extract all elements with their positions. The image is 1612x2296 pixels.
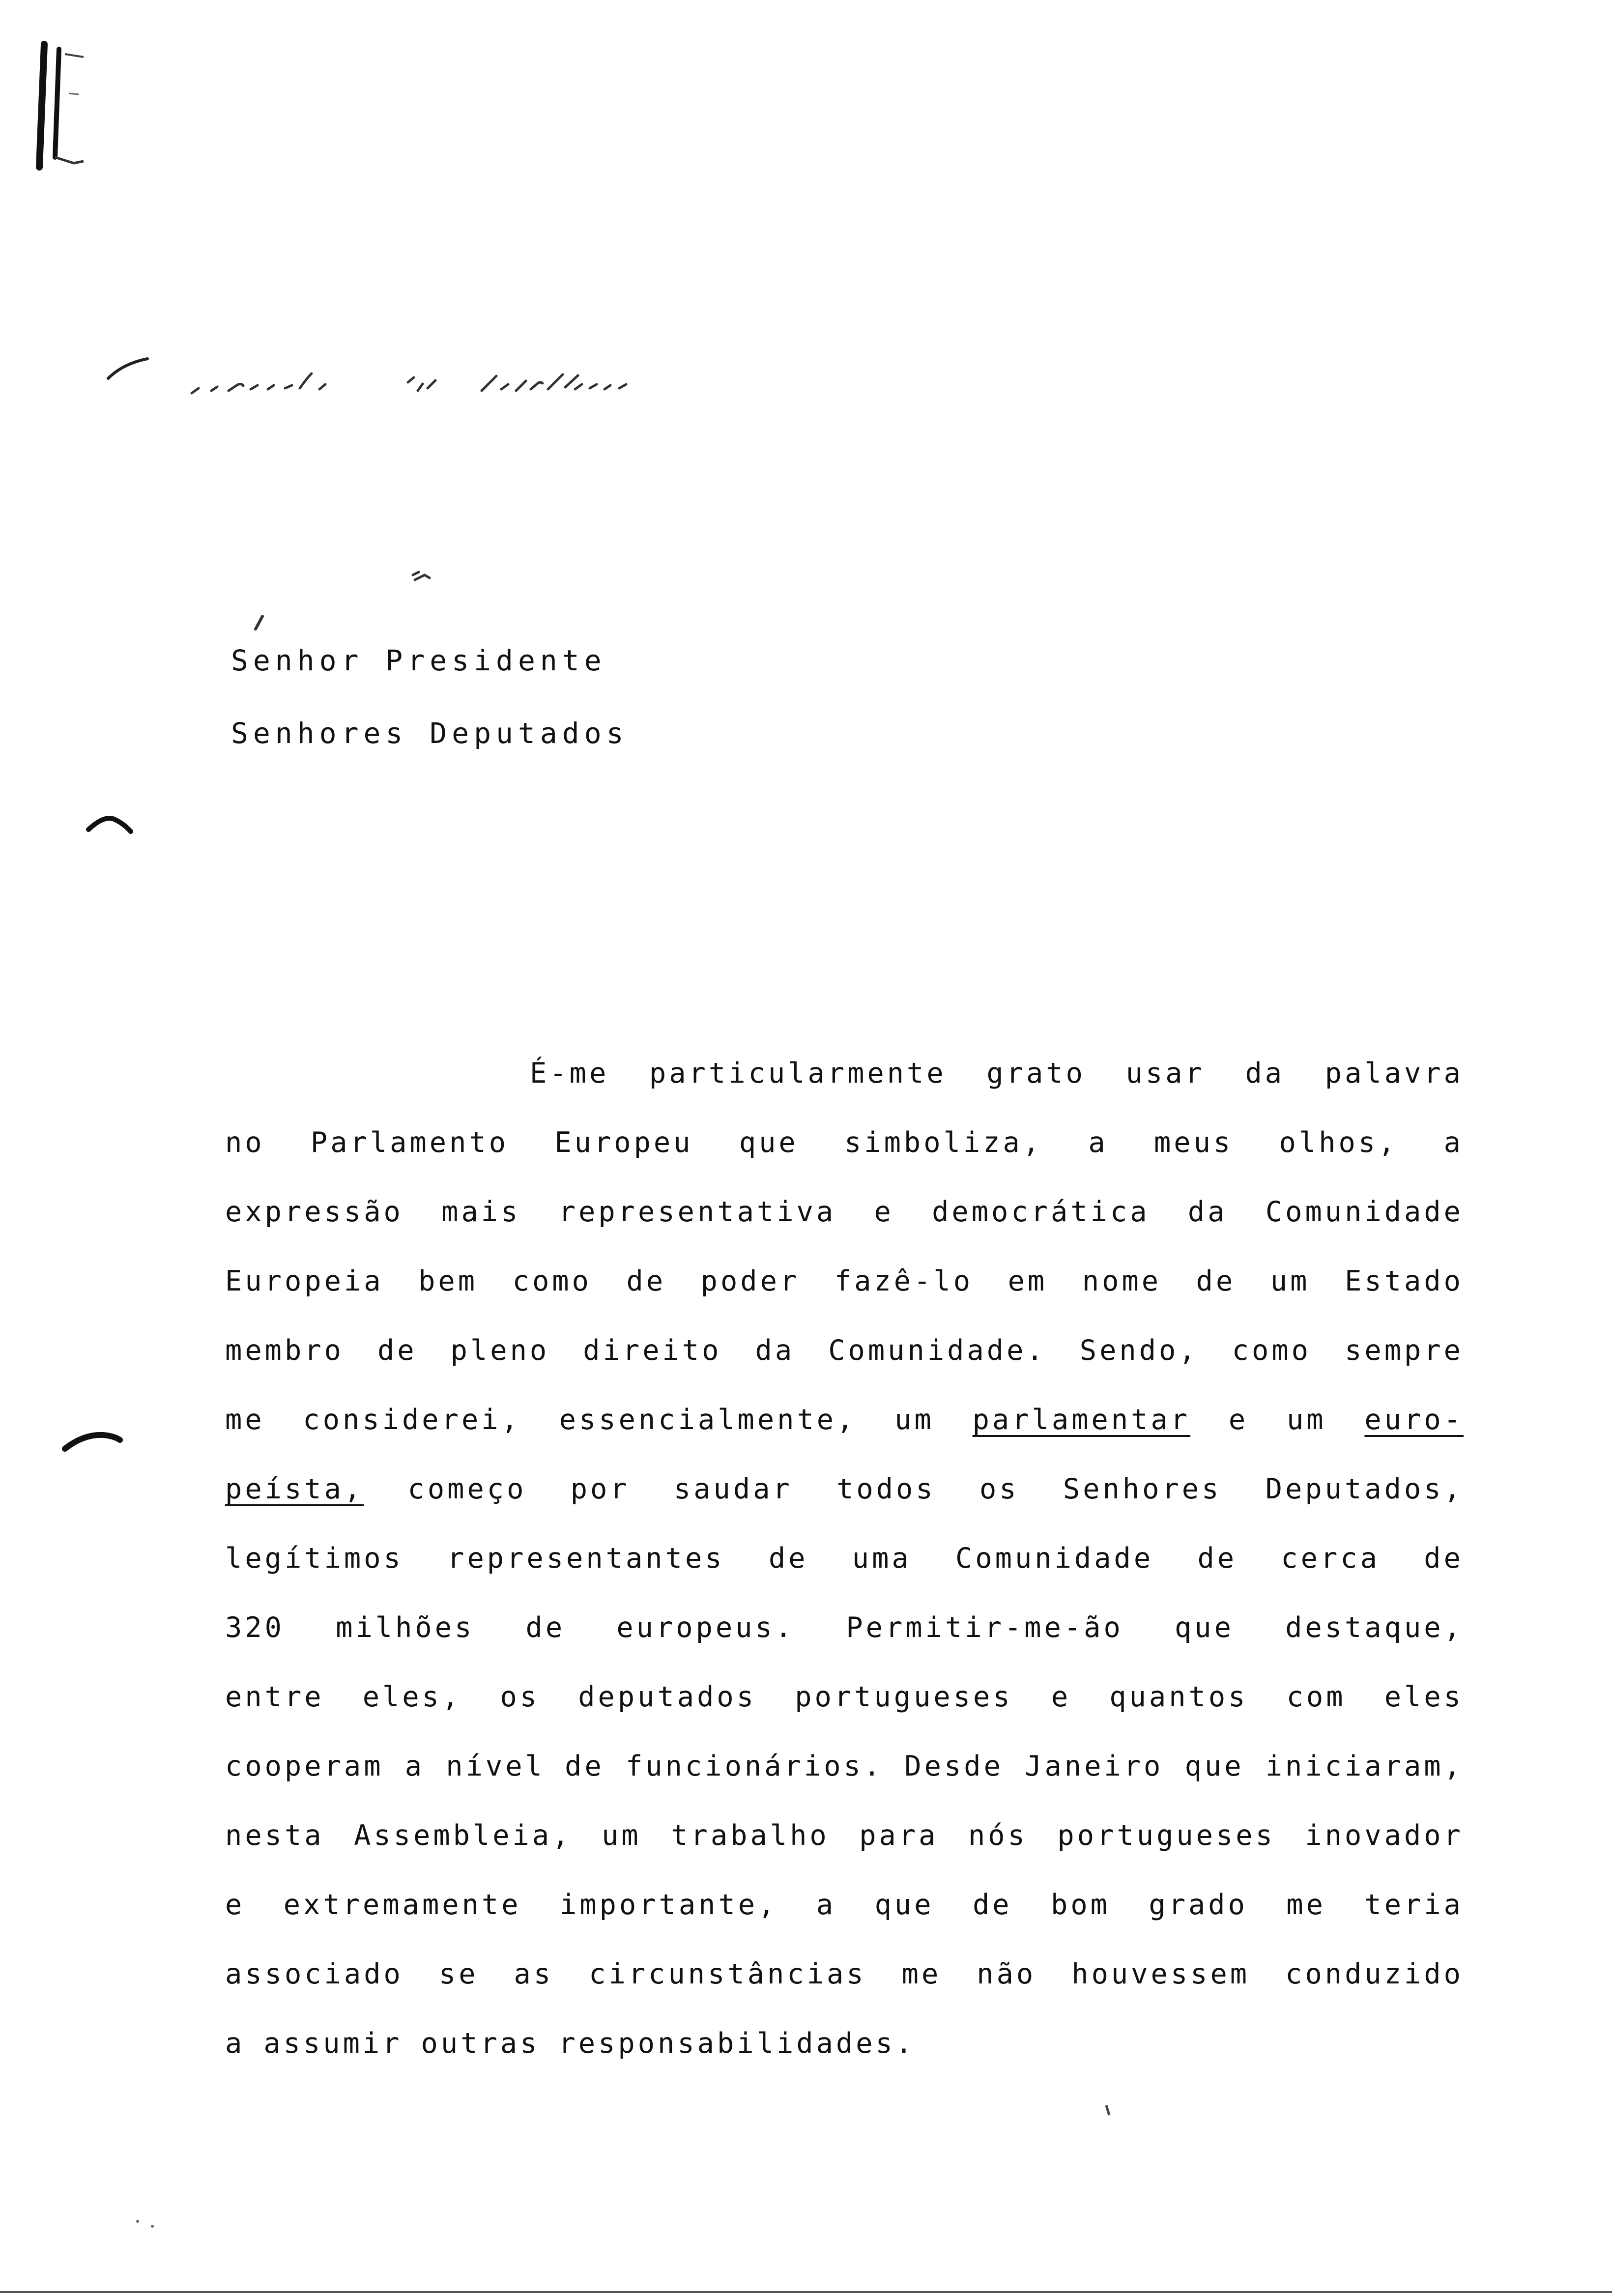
- body-word: por: [570, 1473, 630, 1505]
- body-word: parlamentar: [972, 1404, 1191, 1436]
- handwritten-annotation: [103, 344, 693, 408]
- body-word: a: [816, 1889, 836, 1921]
- body-word: Desde: [904, 1750, 1004, 1782]
- body-word: no: [225, 1126, 265, 1159]
- body-word: mais: [441, 1196, 521, 1228]
- body-word: poder: [700, 1265, 800, 1297]
- body-word: Senhores: [1063, 1473, 1222, 1505]
- page-bottom-edge: [0, 2291, 1612, 2293]
- body-word: iniciaram,: [1265, 1750, 1464, 1782]
- body-word: pleno: [450, 1334, 550, 1367]
- body-line: [225, 2009, 1464, 2078]
- body-line: [225, 1385, 1464, 1455]
- body-word: importante,: [559, 1889, 778, 1921]
- body-word: de: [525, 1611, 566, 1644]
- body-word: que: [1174, 1611, 1234, 1644]
- body-word: extremamente: [283, 1889, 521, 1921]
- body-line: [225, 1801, 1464, 1870]
- small-mark: [251, 609, 270, 634]
- body-word: eles: [1384, 1681, 1464, 1713]
- body-word: inovador: [1305, 1819, 1464, 1852]
- body-word: me: [1286, 1889, 1326, 1921]
- body-word: Janeiro: [1025, 1750, 1164, 1782]
- body-word: a: [1443, 1126, 1464, 1159]
- body-word: considerei,: [303, 1404, 521, 1436]
- margin-mark: [59, 1420, 128, 1460]
- body-paragraph: [225, 1039, 1464, 2078]
- body-word: nesta: [225, 1819, 324, 1852]
- body-word: os: [500, 1681, 540, 1713]
- body-word: É-me: [530, 1057, 609, 1090]
- body-word: grato: [986, 1057, 1086, 1090]
- body-word: e: [225, 1889, 245, 1921]
- body-word: de: [1196, 1265, 1236, 1297]
- body-word: Estado: [1345, 1265, 1464, 1297]
- body-word: me: [901, 1958, 942, 1990]
- body-word: de: [768, 1542, 808, 1575]
- body-word: se: [438, 1958, 479, 1990]
- body-word: de: [1197, 1542, 1238, 1575]
- body-word: bom: [1051, 1889, 1110, 1921]
- body-word: para: [859, 1819, 939, 1852]
- body-line: [225, 1108, 1464, 1177]
- body-word: responsabilidades.: [558, 2027, 916, 2060]
- body-word: Comunidade: [955, 1542, 1154, 1575]
- body-word: não: [977, 1958, 1036, 1990]
- body-word: Europeia: [225, 1265, 384, 1297]
- body-line: [225, 1455, 1464, 1524]
- body-word: outras: [421, 2027, 540, 2060]
- body-word: fazê-lo: [834, 1265, 974, 1297]
- body-word: um: [602, 1819, 641, 1852]
- body-word: 320: [225, 1611, 285, 1644]
- body-word: grado: [1149, 1889, 1248, 1921]
- body-word: todos: [836, 1473, 936, 1505]
- body-word: Parlamento: [310, 1126, 509, 1159]
- body-word: peísta,: [225, 1473, 364, 1505]
- body-word: representativa: [558, 1196, 836, 1228]
- body-word: de: [626, 1265, 666, 1297]
- body-word: como: [1232, 1334, 1312, 1367]
- body-line: [225, 1039, 1464, 1108]
- body-word: portugueses: [795, 1681, 1013, 1713]
- body-word: e: [1051, 1681, 1071, 1713]
- body-word: cerca: [1281, 1542, 1380, 1575]
- body-word: a: [404, 1750, 425, 1782]
- body-word: saudar: [673, 1473, 793, 1505]
- body-word: as: [514, 1958, 554, 1990]
- body-word: de: [1424, 1542, 1464, 1575]
- body-word: entre: [225, 1681, 324, 1713]
- margin-mark: [84, 806, 138, 840]
- body-word: Comunidade.: [828, 1334, 1046, 1367]
- body-word: que: [874, 1889, 934, 1921]
- stray-mark: [133, 2216, 162, 2236]
- body-word: em: [1008, 1265, 1048, 1297]
- body-word: uma: [852, 1542, 912, 1575]
- body-word: circunstâncias: [589, 1958, 866, 1990]
- body-word: nível de: [446, 1750, 604, 1782]
- body-word: deputados: [578, 1681, 757, 1713]
- body-word: como: [512, 1265, 592, 1297]
- body-word: da: [755, 1334, 795, 1367]
- body-word: meus: [1153, 1126, 1234, 1159]
- body-word: nome: [1082, 1265, 1162, 1297]
- body-word: funcionários.: [626, 1750, 884, 1782]
- body-word: legítimos: [225, 1542, 403, 1575]
- body-word: bem: [418, 1265, 478, 1297]
- body-word: Permitir-me-ão: [846, 1611, 1123, 1644]
- body-word: um: [1286, 1404, 1326, 1436]
- body-line: [225, 1663, 1464, 1732]
- body-word: de: [972, 1889, 1012, 1921]
- body-word: teria: [1364, 1889, 1464, 1921]
- body-word: portugueses: [1057, 1819, 1275, 1852]
- body-word: sempre: [1345, 1334, 1464, 1367]
- body-word: milhões: [336, 1611, 475, 1644]
- salutation-line-2: Senhores Deputados: [231, 717, 629, 750]
- body-word: simboliza,: [844, 1126, 1043, 1159]
- body-line: [225, 1940, 1464, 2009]
- stray-mark: [1103, 2103, 1113, 2118]
- body-word: nós: [968, 1819, 1028, 1852]
- body-word: a: [1088, 1126, 1108, 1159]
- body-word: associado: [225, 1958, 403, 1990]
- body-word: com: [1286, 1681, 1346, 1713]
- binder-mark: [25, 34, 98, 177]
- body-word: e: [1228, 1404, 1249, 1436]
- body-word: começo: [407, 1473, 527, 1505]
- body-word: Deputados,: [1265, 1473, 1464, 1505]
- body-word: e: [874, 1196, 894, 1228]
- body-word: os: [979, 1473, 1019, 1505]
- body-word: direito: [583, 1334, 722, 1367]
- body-line: [225, 1247, 1464, 1316]
- body-word: Assembleia,: [354, 1819, 572, 1852]
- body-word: palavra: [1324, 1057, 1464, 1090]
- body-word: olhos,: [1279, 1126, 1398, 1159]
- body-word: um: [1270, 1265, 1310, 1297]
- body-word: representantes: [447, 1542, 725, 1575]
- body-word: Sendo,: [1079, 1334, 1199, 1367]
- body-word: da: [1245, 1057, 1285, 1090]
- body-word: um: [894, 1404, 934, 1436]
- small-mark: [408, 565, 437, 590]
- body-word: quantos: [1109, 1681, 1248, 1713]
- body-word: democrática: [932, 1196, 1150, 1228]
- body-word: essencialmente,: [559, 1404, 857, 1436]
- body-word: eles,: [362, 1681, 462, 1713]
- body-word: houvessem: [1071, 1958, 1250, 1990]
- body-word: a: [225, 2027, 245, 2060]
- body-word: particularmente: [649, 1057, 947, 1090]
- body-word: destaque,: [1285, 1611, 1464, 1644]
- body-word: euro-: [1364, 1404, 1464, 1436]
- body-word: expressão: [225, 1196, 403, 1228]
- body-line: [225, 1732, 1464, 1801]
- body-line: [225, 1870, 1464, 1940]
- body-word: europeus.: [616, 1611, 795, 1644]
- body-word: que: [739, 1126, 799, 1159]
- body-line: [225, 1593, 1464, 1663]
- body-word: Europeu: [554, 1126, 693, 1159]
- body-word: conduzido: [1285, 1958, 1464, 1990]
- body-line: [225, 1316, 1464, 1385]
- body-word: assumir: [263, 2027, 403, 2060]
- body-word: usar: [1125, 1057, 1205, 1090]
- salutation-line-1: Senhor Presidente: [231, 644, 606, 677]
- body-word: de: [377, 1334, 417, 1367]
- body-word: da: [1187, 1196, 1228, 1228]
- body-word: Comunidade: [1265, 1196, 1464, 1228]
- body-line: [225, 1177, 1464, 1247]
- body-word: me: [225, 1404, 265, 1436]
- body-word: trabalho: [671, 1819, 830, 1852]
- body-word: membro: [225, 1334, 344, 1367]
- body-word: cooperam: [225, 1750, 384, 1782]
- body-line: [225, 1524, 1464, 1593]
- body-word: que: [1184, 1750, 1244, 1782]
